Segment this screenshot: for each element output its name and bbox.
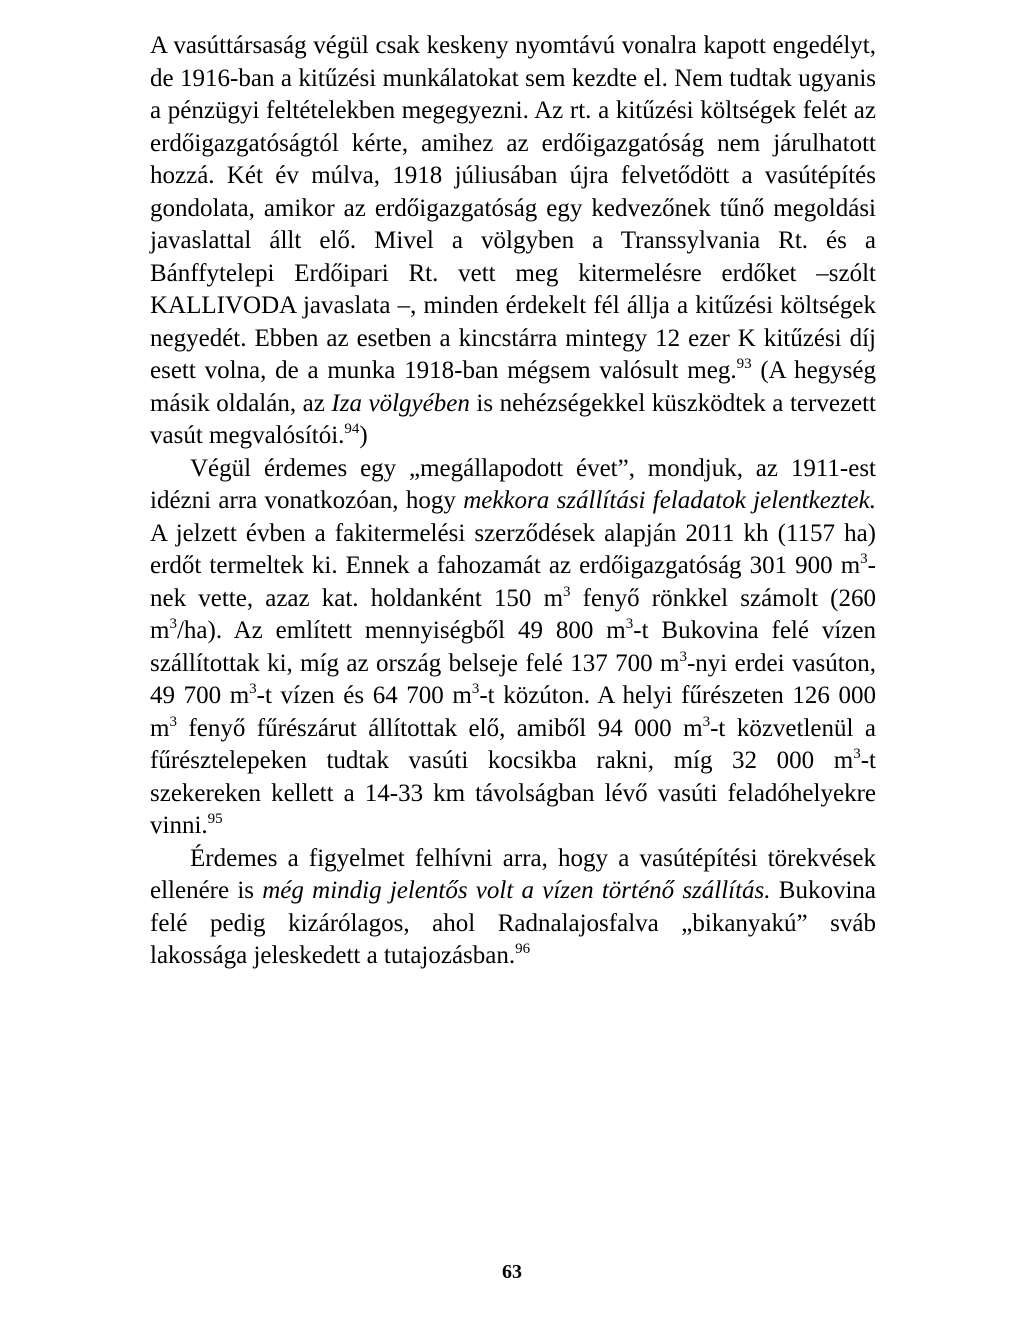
footnote-ref: 3 — [853, 746, 861, 762]
text-run: -nek vette, azaz kat. holdanként 150 m — [150, 552, 876, 612]
footnote-ref: 3 — [249, 681, 257, 697]
emphasis-text: még mindig jelentős volt a vízen történő szállítás. — [262, 877, 771, 904]
text-run: Érdemes a figyelmet felhívni arra, hogy a vasútépítési törekvések ellenére is — [150, 844, 876, 904]
text-run: -t közvetlenül a fűrésztelepeken tudtak vasúti kocsikba rakni, míg 32 000 m — [150, 714, 876, 774]
footnote-ref: 3 — [169, 616, 177, 632]
page-number: 63 — [502, 1261, 522, 1283]
text-run: (A hegység másik oldalán, az — [150, 357, 877, 417]
footnote-ref: 93 — [736, 356, 752, 372]
footnote-ref: 3 — [563, 583, 571, 600]
text-run: -t közúton. A helyi fűrészeten 126 000 m — [150, 682, 876, 742]
footnote-ref: 94 — [344, 421, 360, 437]
paragraph — [150, 453, 876, 843]
paragraph — [150, 30, 876, 453]
emphasis-text: mekkora szállítási feladatok jelentkeztek. — [463, 487, 876, 514]
text-run: A vasúttársaság végül csak keskeny nyomtávú vonalra kapott engedélyt, de 1916-ban a kitűzési munkálatokat sem kezdte el. Nem tudtak ugyanis a pénzügyi feltételekben megegyezni. Az rt. a kitűzési költségek felét az erdőigazgatóságtól kérte, amihez az erdőigazgatóság nem járulhatott hozzá. Két év múlva, 1918 júliusában újra felvetődött a vasútépítés gondolata, amikor az erdőigazgatóság egy kedvezőnek tűnő megoldási javaslattal állt elő. Mivel a völgyben a Transsylvania Rt. és a Bánffytelepi Erdőipari Rt. vett meg kitermelésre erdőket –szólt KALLIVODA javaslata –, minden érdekelt fél állja a kitűzési költségek negyedét. Ebben az esetben a kincstárra mintegy 12 ezer K kitűzési díj esett volna, de a munka 1918-ban mégsem valósult meg. — [150, 32, 876, 384]
footnote-ref: 3 — [860, 551, 868, 567]
footnote-ref: 3 — [679, 648, 687, 665]
emphasis-text: Iza völgyében — [331, 389, 470, 417]
footnote-ref: 95 — [207, 811, 223, 827]
text-run: -t vízen és 64 700 m — [256, 682, 472, 709]
paragraph — [150, 843, 876, 973]
text-run: ) — [359, 422, 368, 449]
text-run: -nyi erdei vasúton, 49 700 m — [150, 649, 876, 709]
text-run: /ha). Az említett mennyiségből 49 800 m — [176, 617, 626, 644]
text-run: -t Bukovina felé vízen szállítottak ki, míg az ország belseje felé 137 700 m — [150, 617, 877, 677]
text-run: -t szekereken kellett a 14-33 km távolságban lévő vasúti feladóhelyekre vinni. — [150, 747, 876, 839]
text-run: Végül érdemes egy „megállapodott évet”, mondjuk, az 1911-est idézni arra vonatkozóan, hogy — [150, 454, 876, 514]
text-run: is nehézségekkel küszködtek a tervezett vasút megvalósítói. — [150, 389, 876, 449]
text-run: A jelzett évben a fakitermelési szerződések alapján 2011 kh (1157 ha) erdőt termeltek ki. Ennek a fahozamát az erdőigazgatóság 301 900 m — [150, 519, 876, 579]
footnote-ref: 96 — [515, 941, 531, 957]
text-run: fenyő fűrészárut állítottak elő, amiből 94 000 m — [176, 714, 703, 742]
footnote-ref: 3 — [169, 713, 177, 730]
footnote-ref: 3 — [471, 681, 480, 697]
body-text — [150, 30, 876, 973]
footnote-ref: 3 — [625, 616, 634, 632]
text-run: Bukovina felé pedig kizárólagos, ahol Radnalajosfalva „bikanyakú” sváb lakossága jeleskedett a tutajozásban. — [150, 877, 876, 969]
footnote-ref: 3 — [702, 713, 711, 730]
text-run: fenyő rönkkel számolt (260 m — [150, 584, 876, 644]
